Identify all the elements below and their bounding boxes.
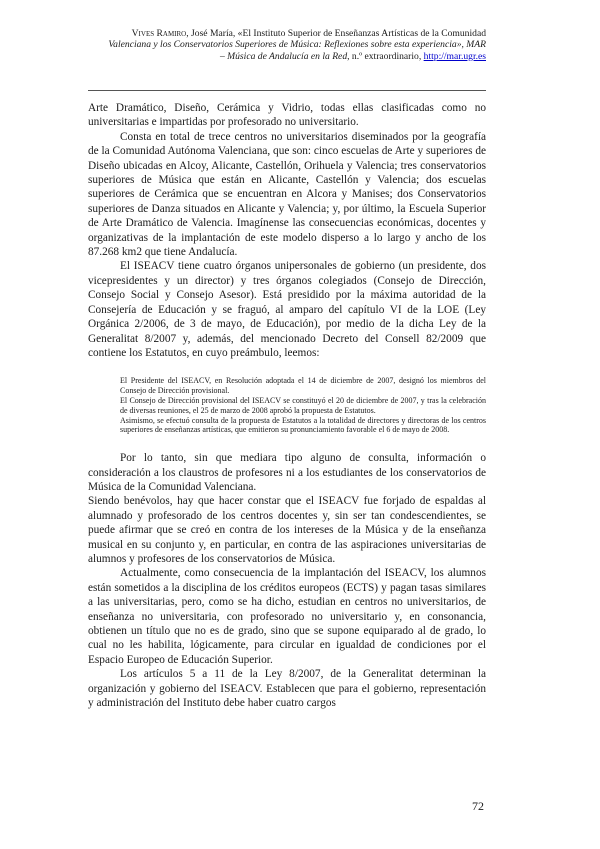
- header-line2-text: Valenciana y los Conservatorios Superiores de Música: Reflexiones sobre esta experiencia», MAR: [108, 39, 486, 51]
- header-divider: [88, 90, 486, 91]
- block-quote: [120, 376, 486, 435]
- header-line-3: [88, 51, 486, 62]
- header-line1-rest: , José María, «El Instituto Superior de Enseñanzas Artísticas de la Comunidad: [186, 28, 486, 39]
- paragraph: Arte Dramático, Diseño, Cerámica y Vidrio, todas ellas clasificadas como no universitarias e impartidas por profesorado no universitario.: [88, 102, 486, 129]
- header-line3-rest: , n.º extraordinario,: [347, 50, 424, 62]
- paragraph: Los artículos 5 a 11 de la Ley 8/2007, de la Generalitat determinan la organización y gobierno del ISEACV. Establecen que para el gobierno, representación y administración del Instituto debe haber cuatro cargos: [88, 668, 486, 709]
- header-author: Vives Ramiro: [131, 28, 187, 39]
- quote-paragraph: El Presidente del ISEACV, en Resolución adoptada el 14 de diciembre de 2007, designó los miembros del Consejo de Dirección provisional.: [120, 376, 486, 396]
- header-journal-name: – Música de Andalucía en la Red: [219, 50, 348, 62]
- header-line-1: [88, 28, 486, 39]
- page-number: 72: [472, 799, 484, 813]
- quote-paragraph: El Consejo de Dirección provisional del ISEACV se constituyó el 20 de diciembre de 2007, y tras la celebración de diversas reuniones, el 25 de marzo de 2008 aprobó la propuesta de Estatutos.: [120, 395, 486, 415]
- paragraph: El ISEACV tiene cuatro órganos unipersonales de gobierno (un presidente, dos vicepresidentes y un director) y tres órganos colegiados (Consejo de Dirección, Consejo Social y Consejo Asesor). Está presidido por la máxima autoridad de la Consejería de Educación y se fraguó, al amparo del capítulo VI de la LOE (Ley Orgánica 2/2006, de 3 de mayo, de Educación), por medio de la dicha Ley de la Generalitat 8/2007 y, además, del mencionado Decreto del Consell 82/2009 que contiene los Estatutos, en cuyo preámbulo, leemos:: [88, 260, 486, 359]
- paragraph: Actualmente, como consecuencia de la implantación del ISEACV, los alumnos están sometidos a la disciplina de los créditos europeos (ECTS) y pagan tasas similares a las universitarias, pero, como se ha dicho, estudian en centros no universitarios, de enseñanza no universitaria, con profesorado no universitario y, en consonancia, obtienen un título que no es de grado, sino que se supone equiparado al de grado, lo cual no les habilita, lógicamente, para circular en igualdad de condiciones por el Espacio Europeo de Educación Superior.: [88, 567, 486, 666]
- journal-link[interactable]: http://mar.ugr.es: [423, 50, 486, 62]
- paragraph: Por lo tanto, sin que mediara tipo alguno de consulta, información o consideración a los claustros de profesores ni a los estudiantes de los conservatorios de Música de la Comunidad Valenciana.: [88, 452, 486, 493]
- quote-paragraph: Asimismo, se efectuó consulta de la propuesta de Estatutos a la totalidad de directores y directoras de los centros superiores de enseñanzas artísticas, que emitieron su pronunciamiento favorable el 6 de mayo de 2008.: [120, 415, 486, 435]
- header-line-2: [88, 39, 486, 50]
- paragraph: Consta en total de trece centros no universitarios diseminados por la geografía de la Comunidad Autónoma Valenciana, que son: cinco escuelas de Arte y superiores de Diseño ubicadas en Alcoy, Alicante, Castellón, Orihuela y Valencia; tres conservatorios superiores de Música que están en Alicante, Castellón y Valencia; dos escuelas superiores de Cerámica que se encuentran en Alcora y Manises; dos Conservatorios superiores de Danza situados en Alicante y Valencia; y, por último, la Escuela Superior de Arte Dramático de Valencia. Imagínense las consecuencias económicas, docentes y organizativas de la implantación de este modelo disperso a lo largo y ancho de los 87.268 km2 que tiene Andalucía.: [88, 130, 486, 259]
- main-text: [88, 101, 486, 710]
- running-header: [88, 28, 486, 62]
- paragraph: Siendo benévolos, hay que hacer constar que el ISEACV fue forjado de espaldas al alumnado y profesorado de los centros docentes y, sin ser tan condescendientes, se puede afirmar que se creó en contra de los intereses de la Música y de la enseñanza musical en su conjunto y, en particular, en contra de las aspiraciones universitarias de alumnos y profesores de los conservatorios de Música.: [88, 495, 486, 565]
